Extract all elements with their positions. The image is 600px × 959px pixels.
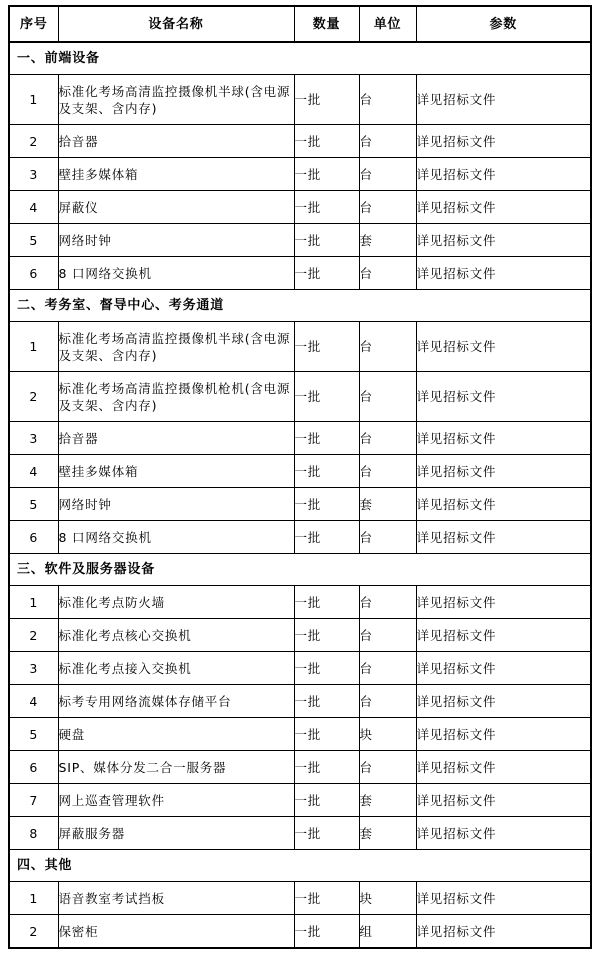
cell-serial: 4 xyxy=(9,685,58,718)
cell-quantity: 一批 xyxy=(294,521,359,554)
cell-unit: 台 xyxy=(359,422,416,455)
cell-device-name: SIP、媒体分发二合一服务器 xyxy=(58,751,294,784)
cell-unit: 台 xyxy=(359,372,416,422)
cell-parameter: 详见招标文件 xyxy=(416,915,591,949)
cell-serial: 3 xyxy=(9,652,58,685)
cell-serial: 6 xyxy=(9,257,58,290)
cell-device-name: 壁挂多媒体箱 xyxy=(58,455,294,488)
table-row xyxy=(9,322,591,372)
cell-quantity: 一批 xyxy=(294,322,359,372)
table-row xyxy=(9,521,591,554)
section-title: 四、其他 xyxy=(9,850,591,882)
section-header-exam-offices xyxy=(9,290,591,322)
cell-parameter: 详见招标文件 xyxy=(416,422,591,455)
table-row xyxy=(9,455,591,488)
cell-serial: 1 xyxy=(9,586,58,619)
cell-serial: 2 xyxy=(9,125,58,158)
section-title: 三、软件及服务器设备 xyxy=(9,554,591,586)
table-row xyxy=(9,751,591,784)
column-header-unit: 单位 xyxy=(359,6,416,42)
cell-unit: 块 xyxy=(359,882,416,915)
table-row xyxy=(9,784,591,817)
cell-quantity: 一批 xyxy=(294,125,359,158)
cell-device-name: 标准化考点接入交换机 xyxy=(58,652,294,685)
cell-unit: 台 xyxy=(359,521,416,554)
cell-quantity: 一批 xyxy=(294,224,359,257)
cell-parameter: 详见招标文件 xyxy=(416,586,591,619)
table-row xyxy=(9,652,591,685)
cell-device-name: 壁挂多媒体箱 xyxy=(58,158,294,191)
cell-unit: 套 xyxy=(359,224,416,257)
cell-parameter: 详见招标文件 xyxy=(416,652,591,685)
cell-device-name: 屏蔽服务器 xyxy=(58,817,294,850)
table-header-row xyxy=(9,6,591,42)
section-title: 二、考务室、督导中心、考务通道 xyxy=(9,290,591,322)
cell-serial: 7 xyxy=(9,784,58,817)
cell-device-name: 网络时钟 xyxy=(58,488,294,521)
cell-unit: 套 xyxy=(359,784,416,817)
column-header-quantity: 数量 xyxy=(294,6,359,42)
cell-quantity: 一批 xyxy=(294,784,359,817)
cell-device-name: 语音教室考试挡板 xyxy=(58,882,294,915)
cell-parameter: 详见招标文件 xyxy=(416,685,591,718)
cell-unit: 台 xyxy=(359,257,416,290)
table-row xyxy=(9,372,591,422)
cell-serial: 4 xyxy=(9,191,58,224)
cell-serial: 5 xyxy=(9,718,58,751)
cell-unit: 台 xyxy=(359,751,416,784)
cell-device-name: 网上巡查管理软件 xyxy=(58,784,294,817)
cell-serial: 2 xyxy=(9,915,58,949)
cell-unit: 台 xyxy=(359,125,416,158)
equipment-table xyxy=(8,5,592,949)
table-row xyxy=(9,422,591,455)
cell-quantity: 一批 xyxy=(294,372,359,422)
cell-serial: 1 xyxy=(9,322,58,372)
column-header-device-name: 设备名称 xyxy=(58,6,294,42)
cell-device-name: 标准化考场高清监控摄像机半球(含电源及支架、含内存) xyxy=(58,322,294,372)
cell-quantity: 一批 xyxy=(294,652,359,685)
cell-serial: 6 xyxy=(9,521,58,554)
cell-parameter: 详见招标文件 xyxy=(416,224,591,257)
cell-serial: 5 xyxy=(9,224,58,257)
table-row xyxy=(9,224,591,257)
cell-serial: 3 xyxy=(9,158,58,191)
cell-unit: 块 xyxy=(359,718,416,751)
cell-serial: 5 xyxy=(9,488,58,521)
cell-unit: 套 xyxy=(359,488,416,521)
cell-unit: 台 xyxy=(359,191,416,224)
cell-device-name: 拾音器 xyxy=(58,422,294,455)
cell-quantity: 一批 xyxy=(294,915,359,949)
cell-device-name: 硬盘 xyxy=(58,718,294,751)
cell-quantity: 一批 xyxy=(294,882,359,915)
table-row xyxy=(9,125,591,158)
cell-serial: 2 xyxy=(9,619,58,652)
table-row xyxy=(9,158,591,191)
column-header-parameter: 参数 xyxy=(416,6,591,42)
cell-device-name: 标考专用网络流媒体存储平台 xyxy=(58,685,294,718)
cell-quantity: 一批 xyxy=(294,685,359,718)
cell-unit: 台 xyxy=(359,158,416,191)
table-row xyxy=(9,586,591,619)
cell-quantity: 一批 xyxy=(294,191,359,224)
cell-unit: 台 xyxy=(359,322,416,372)
cell-serial: 2 xyxy=(9,372,58,422)
cell-device-name: 屏蔽仪 xyxy=(58,191,294,224)
cell-quantity: 一批 xyxy=(294,158,359,191)
cell-parameter: 详见招标文件 xyxy=(416,751,591,784)
table-row xyxy=(9,718,591,751)
table-row xyxy=(9,915,591,949)
cell-parameter: 详见招标文件 xyxy=(416,784,591,817)
cell-serial: 8 xyxy=(9,817,58,850)
cell-unit: 台 xyxy=(359,652,416,685)
cell-parameter: 详见招标文件 xyxy=(416,75,591,125)
table-row xyxy=(9,191,591,224)
cell-device-name: 保密柜 xyxy=(58,915,294,949)
cell-serial: 1 xyxy=(9,882,58,915)
cell-parameter: 详见招标文件 xyxy=(416,158,591,191)
cell-quantity: 一批 xyxy=(294,718,359,751)
section-header-frontend xyxy=(9,42,591,75)
cell-device-name: 标准化考点核心交换机 xyxy=(58,619,294,652)
cell-device-name: 8 口网络交换机 xyxy=(58,521,294,554)
cell-parameter: 详见招标文件 xyxy=(416,882,591,915)
cell-device-name: 标准化考点防火墙 xyxy=(58,586,294,619)
cell-parameter: 详见招标文件 xyxy=(416,817,591,850)
column-header-serial: 序号 xyxy=(9,6,58,42)
section-header-other xyxy=(9,850,591,882)
cell-quantity: 一批 xyxy=(294,75,359,125)
cell-unit: 台 xyxy=(359,619,416,652)
table-row xyxy=(9,882,591,915)
cell-parameter: 详见招标文件 xyxy=(416,322,591,372)
table-row xyxy=(9,619,591,652)
cell-unit: 台 xyxy=(359,685,416,718)
cell-parameter: 详见招标文件 xyxy=(416,619,591,652)
cell-quantity: 一批 xyxy=(294,422,359,455)
cell-parameter: 详见招标文件 xyxy=(416,455,591,488)
section-header-software-servers xyxy=(9,554,591,586)
cell-unit: 台 xyxy=(359,455,416,488)
cell-device-name: 拾音器 xyxy=(58,125,294,158)
cell-unit: 台 xyxy=(359,586,416,619)
cell-serial: 6 xyxy=(9,751,58,784)
cell-serial: 3 xyxy=(9,422,58,455)
section-title: 一、前端设备 xyxy=(9,42,591,75)
cell-parameter: 详见招标文件 xyxy=(416,372,591,422)
table-row xyxy=(9,488,591,521)
cell-quantity: 一批 xyxy=(294,817,359,850)
cell-quantity: 一批 xyxy=(294,257,359,290)
cell-parameter: 详见招标文件 xyxy=(416,488,591,521)
cell-device-name: 8 口网络交换机 xyxy=(58,257,294,290)
cell-device-name: 标准化考场高清监控摄像机枪机(含电源及支架、含内存) xyxy=(58,372,294,422)
cell-parameter: 详见招标文件 xyxy=(416,521,591,554)
cell-parameter: 详见招标文件 xyxy=(416,125,591,158)
cell-serial: 1 xyxy=(9,75,58,125)
cell-quantity: 一批 xyxy=(294,619,359,652)
cell-unit: 组 xyxy=(359,915,416,949)
cell-quantity: 一批 xyxy=(294,586,359,619)
cell-unit: 台 xyxy=(359,75,416,125)
cell-quantity: 一批 xyxy=(294,488,359,521)
cell-parameter: 详见招标文件 xyxy=(416,257,591,290)
cell-parameter: 详见招标文件 xyxy=(416,191,591,224)
table-row xyxy=(9,257,591,290)
table-row xyxy=(9,75,591,125)
cell-parameter: 详见招标文件 xyxy=(416,718,591,751)
cell-unit: 套 xyxy=(359,817,416,850)
cell-quantity: 一批 xyxy=(294,751,359,784)
cell-device-name: 标准化考场高清监控摄像机半球(含电源及支架、含内存) xyxy=(58,75,294,125)
table-row xyxy=(9,817,591,850)
cell-device-name: 网络时钟 xyxy=(58,224,294,257)
table-row xyxy=(9,685,591,718)
cell-quantity: 一批 xyxy=(294,455,359,488)
cell-serial: 4 xyxy=(9,455,58,488)
